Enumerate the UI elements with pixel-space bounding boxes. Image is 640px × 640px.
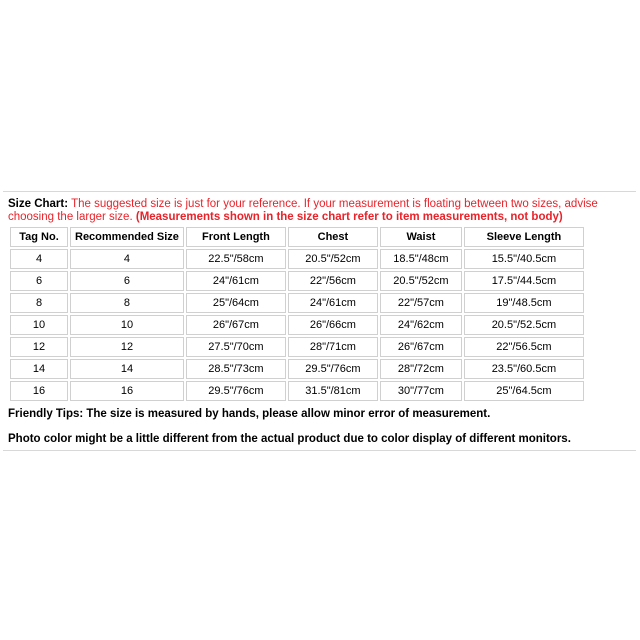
cell-waist: 18.5"/48cm — [380, 249, 462, 269]
cell-waist: 22"/57cm — [380, 293, 462, 313]
table-row — [10, 293, 584, 313]
cell-chest: 29.5"/76cm — [288, 359, 378, 379]
cell-sleeve-length: 17.5"/44.5cm — [464, 271, 584, 291]
cell-recommended-size: 12 — [70, 337, 184, 357]
cell-waist: 30"/77cm — [380, 381, 462, 401]
cell-front-length: 22.5"/58cm — [186, 249, 286, 269]
friendly-tip: Friendly Tips: The size is measured by hands, please allow minor error of measurement. — [8, 408, 491, 420]
header-sleeve-length: Sleeve Length — [464, 227, 584, 247]
size-table — [8, 225, 586, 403]
cell-sleeve-length: 15.5"/40.5cm — [464, 249, 584, 269]
table-row — [10, 337, 584, 357]
cell-front-length: 27.5"/70cm — [186, 337, 286, 357]
table-row — [10, 381, 584, 401]
size-chart-note: The suggested size is just for your reference. If your measurement is floating between two sizes, advise choosing the larger size. — [8, 198, 598, 223]
cell-chest: 20.5"/52cm — [288, 249, 378, 269]
cell-front-length: 29.5"/76cm — [186, 381, 286, 401]
cell-tag-no: 14 — [10, 359, 68, 379]
cell-front-length: 26"/67cm — [186, 315, 286, 335]
cell-sleeve-length: 23.5"/60.5cm — [464, 359, 584, 379]
header-recommended-size: Recommended Size — [70, 227, 184, 247]
cell-sleeve-length: 25"/64.5cm — [464, 381, 584, 401]
cell-waist: 24"/62cm — [380, 315, 462, 335]
cell-sleeve-length: 20.5"/52.5cm — [464, 315, 584, 335]
cell-chest: 22"/56cm — [288, 271, 378, 291]
cell-tag-no: 6 — [10, 271, 68, 291]
table-row — [10, 271, 584, 291]
cell-sleeve-length: 19"/48.5cm — [464, 293, 584, 313]
size-chart-panel — [3, 191, 636, 451]
cell-recommended-size: 6 — [70, 271, 184, 291]
cell-tag-no: 12 — [10, 337, 68, 357]
cell-front-length: 24"/61cm — [186, 271, 286, 291]
header-tag-no: Tag No. — [10, 227, 68, 247]
cell-chest: 24"/61cm — [288, 293, 378, 313]
color-tip: Photo color might be a little different from the actual product due to color display of different monitors. — [8, 433, 571, 445]
cell-waist: 28"/72cm — [380, 359, 462, 379]
cell-recommended-size: 4 — [70, 249, 184, 269]
cell-tag-no: 10 — [10, 315, 68, 335]
cell-waist: 26"/67cm — [380, 337, 462, 357]
table-row — [10, 315, 584, 335]
cell-front-length: 25"/64cm — [186, 293, 286, 313]
cell-tag-no: 16 — [10, 381, 68, 401]
size-chart-label: Size Chart: — [8, 198, 69, 210]
cell-recommended-size: 10 — [70, 315, 184, 335]
cell-recommended-size: 14 — [70, 359, 184, 379]
cell-recommended-size: 8 — [70, 293, 184, 313]
table-row — [10, 359, 584, 379]
table-header-row — [10, 227, 584, 247]
header-chest: Chest — [288, 227, 378, 247]
cell-front-length: 28.5"/73cm — [186, 359, 286, 379]
cell-waist: 20.5"/52cm — [380, 271, 462, 291]
cell-chest: 26"/66cm — [288, 315, 378, 335]
cell-recommended-size: 16 — [70, 381, 184, 401]
table-row — [10, 249, 584, 269]
header-waist: Waist — [380, 227, 462, 247]
cell-sleeve-length: 22"/56.5cm — [464, 337, 584, 357]
size-chart-intro — [8, 198, 636, 224]
cell-chest: 31.5"/81cm — [288, 381, 378, 401]
cell-tag-no: 4 — [10, 249, 68, 269]
cell-chest: 28"/71cm — [288, 337, 378, 357]
size-chart-emphasis: (Measurements shown in the size chart refer to item measurements, not body) — [135, 211, 563, 223]
cell-tag-no: 8 — [10, 293, 68, 313]
header-front-length: Front Length — [186, 227, 286, 247]
